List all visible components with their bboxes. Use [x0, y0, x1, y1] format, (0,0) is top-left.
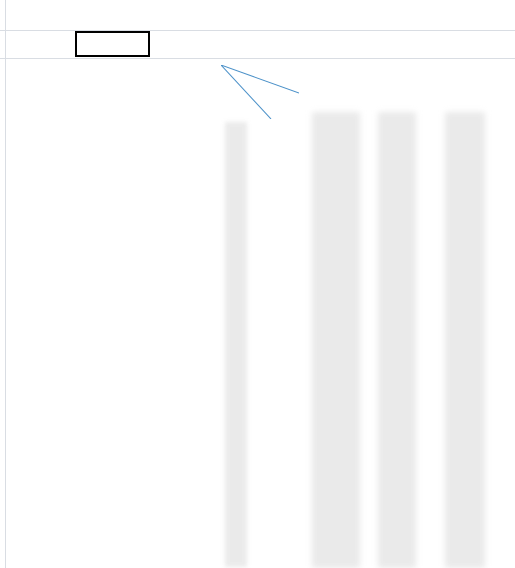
sheet-gridline [5, 0, 6, 568]
year-month-cell[interactable] [75, 31, 150, 57]
redaction-blur [225, 122, 247, 567]
sheet-gridline [0, 58, 515, 59]
header-diagonal-lines [221, 65, 299, 119]
redaction-blur [312, 112, 360, 568]
redaction-blur [378, 112, 416, 568]
redaction-blur [445, 112, 485, 568]
